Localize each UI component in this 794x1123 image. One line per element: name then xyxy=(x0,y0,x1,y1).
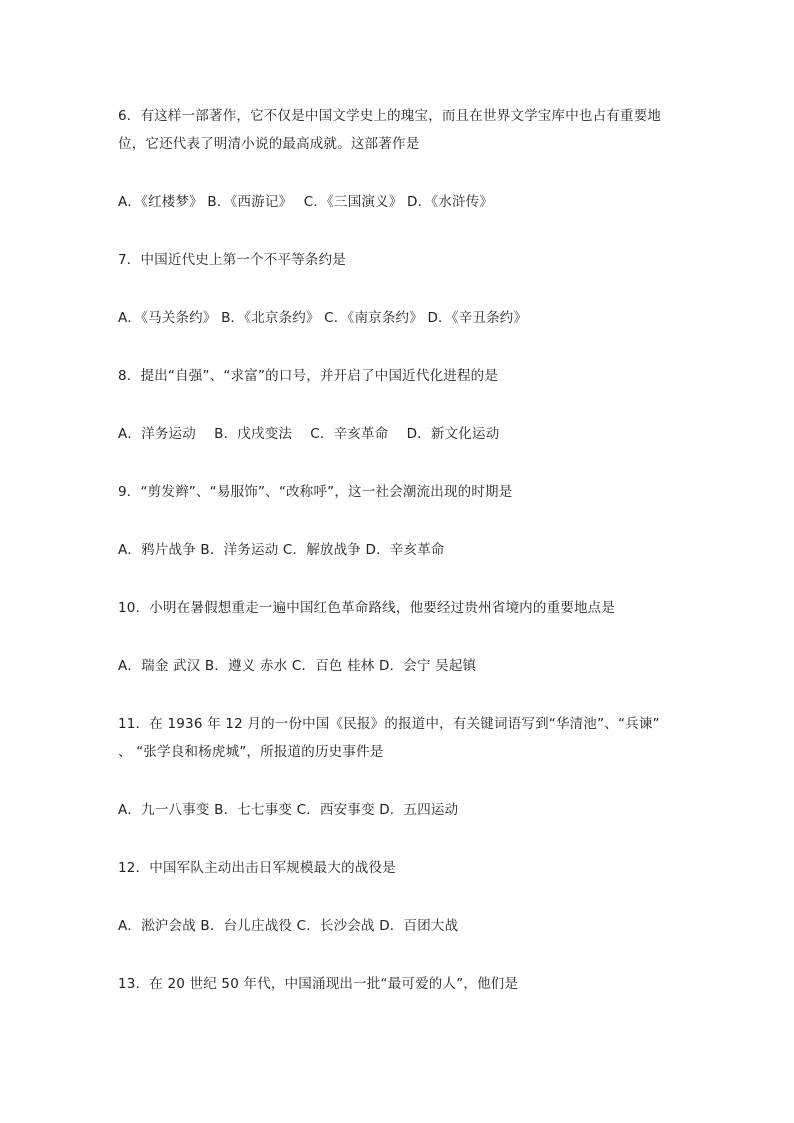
q12-options: A．淞沪会战 B．台儿庄战役 C．长沙会战 D．百团大战 xyxy=(118,918,459,934)
q11-stem-line-2: 、 “张学良和杨虎城”，所报道的历史事件是 xyxy=(118,744,384,760)
q6-options: A．《红楼梦》 B．《西游记》 C．《三国演义》 D．《水浒传》 xyxy=(118,194,494,210)
q10-stem: 10．小明在暑假想重走一遍中国红色革命路线，他要经过贵州省境内的重要地点是 xyxy=(118,600,616,616)
q10-options: A．瑞金 武汉 B．遵义 赤水 C．百色 桂林 D．会宁 吴起镇 xyxy=(118,658,477,674)
q11-stem-line-1: 11．在 1936 年 12 月的一份中国《民报》的报道中，有关键词语写到“华清池”、“兵谏” xyxy=(118,716,660,732)
q8-options: A．洋务运动 B．戊戌变法 C．辛亥革命 D．新文化运动 xyxy=(118,426,500,442)
q7-options: A．《马关条约》 B．《北京条约》 C．《南京条约》 D．《辛丑条约》 xyxy=(118,310,528,326)
q8-stem: 8．提出“自强”、“求富”的口号，并开启了中国近代化进程的是 xyxy=(118,368,499,384)
q6-stem-line-1: 6．有这样一部著作，它不仅是中国文学史上的瑰宝，而且在世界文学宝库中也占有重要地 xyxy=(118,108,662,124)
q12-stem: 12．中国军队主动出击日军规模最大的战役是 xyxy=(118,860,396,876)
q9-options: A．鸦片战争 B．洋务运动 C．解放战争 D．辛亥革命 xyxy=(118,542,445,558)
q7-stem: 7．中国近代史上第一个不平等条约是 xyxy=(118,252,346,268)
q9-stem: 9．“剪发辫”、“易服饰”、“改称呼”，这一社会潮流出现的时期是 xyxy=(118,484,513,500)
q13-stem: 13．在 20 世纪 50 年代，中国涌现出一批“最可爱的人”，他们是 xyxy=(118,976,519,992)
q11-options: A．九一八事变 B．七七事变 C．西安事变 D．五四运动 xyxy=(118,802,459,818)
q6-stem-line-2: 位，它还代表了明清小说的最高成就。这部著作是 xyxy=(118,136,420,152)
